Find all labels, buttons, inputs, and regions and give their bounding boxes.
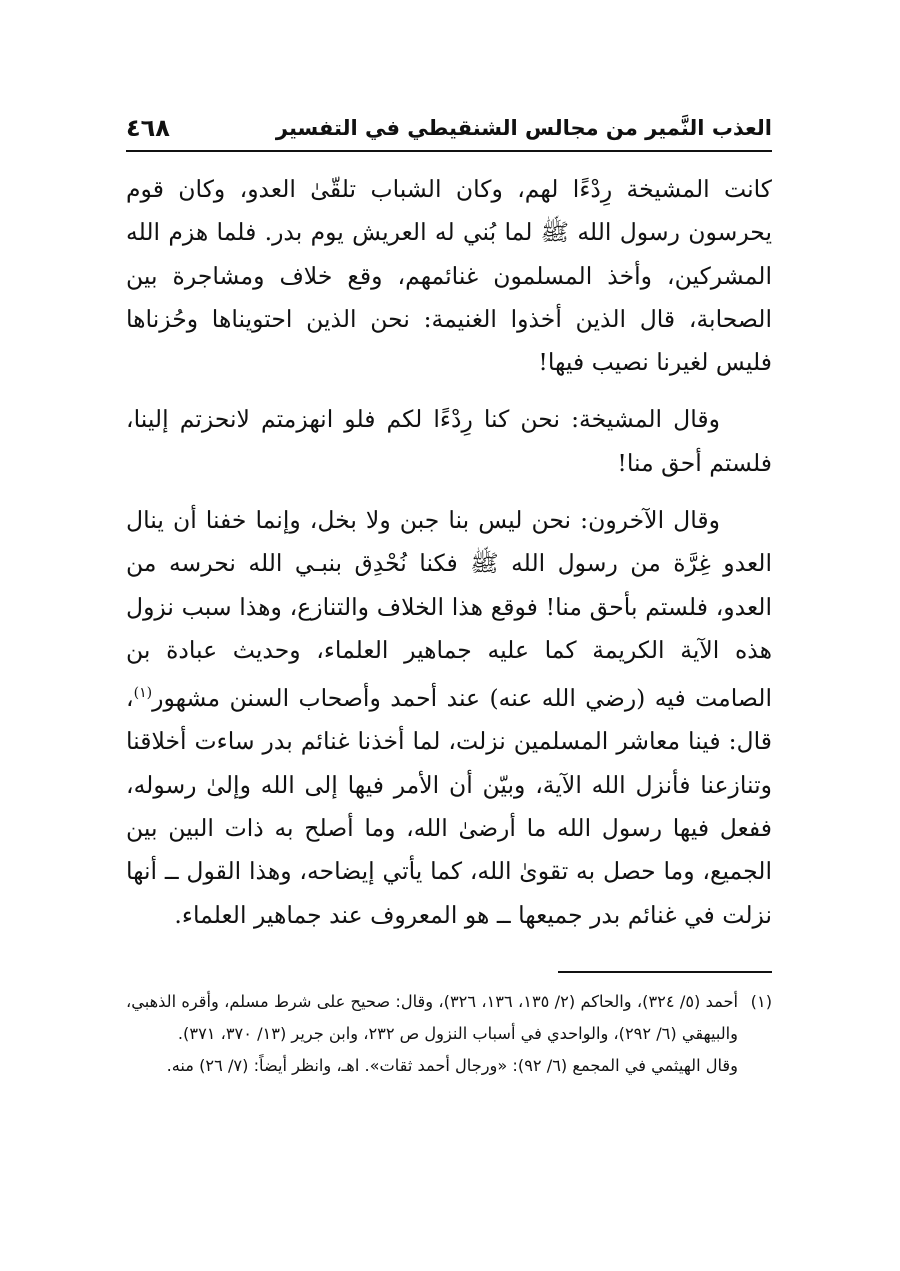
- main-text: [126, 168, 772, 937]
- paragraph-3: [126, 499, 772, 937]
- paragraph-2: وقال المشيخة: نحن كنا رِدْءًا لكم فلو انهزمتم لانحزتم إلينا، فلستم أحق منا!: [126, 405, 772, 477]
- running-title: العذب النَّمير من مجالس الشنقيطي في التفسير: [275, 116, 772, 140]
- footnotes: [126, 986, 772, 1082]
- footnote-number: (١): [750, 992, 773, 1011]
- paragraph-3-continuation: ، قال: فينا معاشر المسلمين نزلت، لما أخذنا غنائم بدر ساءت أخلاقنا وتنازعنا فأنزل الله الآية، وبيّن أن الأمر فيها إلى الله وإلىٰ رسوله، ففعل فيها رسول الله ما أرضىٰ الله، وما أصلح به ذات البين بين الجميع، وما حصل به تقوىٰ الله، كما يأتي إيضاحه، وهذا القول ــ أنها نزلت في غنائم بدر جميعها ــ هو المعروف عند جماهير العلماء.: [126, 684, 772, 929]
- page-number: ٤٦٨: [126, 114, 170, 142]
- paragraph-1: كانت المشيخة رِدْءًا لهم، وكان الشباب تلقّىٰ العدو، وكان قوم يحرسون رسول الله ﷺ لما بُني له العريش يوم بدر. فلما هزم الله المشركين، وأخذ المسلمون غنائمهم، وقع خلاف ومشاجرة بين الصحابة، قال الذين أخذوا الغنيمة: نحن الذين احتويناها وحُزناها فليس لغيرنا نصيب فيها!: [126, 175, 772, 377]
- paragraph-3-text: وقال الآخرون: نحن ليس بنا جبن ولا بخل، وإنما خفنا أن ينال العدو غِرَّة من رسول الله ﷺ فكنا نُحْدِق بنبـي الله نحرسه من العدو، فلستم بأحق منا! فوقع هذا الخلاف والتنازع، وهذا سبب نزول هذه الآية الكريمة كما عليه جماهير العلماء، وحديث عبادة بن الصامت فيه (رضي الله عنه) عند أحمد وأصحاب السنن مشهور: [126, 506, 772, 713]
- footnote-rule: [558, 971, 772, 973]
- header-rule: [126, 150, 772, 152]
- footnote-reference: (١): [133, 685, 153, 702]
- footnote-1: [126, 986, 772, 1050]
- footnote-1-text: أحمد (٥/ ٣٢٤)، والحاكم (٢/ ١٣٥، ١٣٦، ٣٢٦)، وقال: صحيح على شرط مسلم، وأقره الذهبي، والبيهقي (٦/ ٢٩٢)، والواحدي في أسباب النزول ص ٢٣٢، وابن جرير (١٣/ ٣٧٠، ٣٧١).: [126, 992, 739, 1043]
- page-header: [126, 106, 772, 146]
- footnote-1-continuation: وقال الهيثمي في المجمع (٦/ ٩٢): «ورجال أحمد ثقات». اهـ، وانظر أيضاً: (٧/ ٢٦) منه.: [166, 1056, 738, 1075]
